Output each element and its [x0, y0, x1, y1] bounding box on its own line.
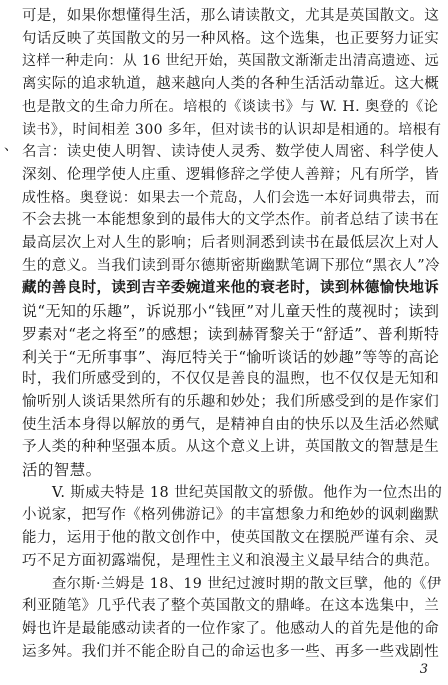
- paragraph-1-line-11: 最高层次上对人生的影响；后者则洞悉到读书在最低层次上对人: [22, 235, 440, 251]
- paragraph-1-line-12: 生的意义。当我们读到哥尔德斯密斯幽默笔调下那位“黑衣人”冷: [22, 257, 440, 274]
- page-number: 3: [419, 662, 428, 677]
- paragraph-1-line-16: 利关于“无所事事”、海厄特关于“愉听谈话的妙趣”等等的高论: [22, 347, 440, 366]
- paragraph-2-line-4: 巧不足方面初露端倪，是理性主义和浪漫主义最早结合的典范。: [22, 552, 440, 569]
- paragraph-1-line-8: 深刻、伦理学使人庄重、逻辑修辞之学使人善辩；凡有所学，皆: [22, 166, 440, 183]
- paragraph-2-line-1: V. 斯威夫特是 18 世纪英国散文的骄傲。他作为一位杰出的: [52, 484, 443, 501]
- paragraph-2-line-3: 能力，运用于他的散文创作中，使英国散文在摆脱严谨有余、灵: [22, 530, 440, 547]
- paragraph-1-line-9: 成性格。奥登说：如果去一个荒岛，人们会选一本好词典带去，而: [22, 189, 440, 206]
- paragraph-1-line-1: 可是，如果你想懂得生活，那么请读散文，尤其是英国散文。这: [22, 8, 440, 24]
- paragraph-3-line-3: 姆也许是最能感动读者的一位作家了。他感动人的首先是他的命: [22, 620, 440, 637]
- paragraph-1-line-20: 予人类的种种坚强本质。从这个意义上讲，英国散文的智慧是生: [22, 439, 440, 456]
- paragraph-1-line-10: 不会去挑一本能想象到的最伟大的文学杰作。前者总结了读书在: [22, 212, 440, 229]
- paragraph-1-line-18: 愉听别人谈话果然所有的乐趣和妙处；我们所感受到的是作家们: [22, 393, 440, 410]
- paragraph-1-line-6: 读书》，时间相差 300 多年，但对读书的认识却是相通的。培根有: [22, 121, 442, 138]
- paragraph-1-line-7: 名言：读史使人明智、读诗使人灵秀、数学使人周密、科学使人: [22, 144, 440, 161]
- paragraph-1-line-14: 说“无知的乐趣”，诉说那小“钱匣”对儿童天性的蔑视时；读到: [22, 302, 440, 321]
- paragraph-1-line-13: 藏的善良时，读到吉辛委婉道来他的衰老时，读到林德愉快地诉: [22, 279, 440, 297]
- paragraph-1-line-15: 罗素对“老之将至”的感想；读到赫胥黎关于“舒适”、普利斯特: [22, 324, 440, 343]
- paragraph-1-line-4: 离实际的追求轨道，越来越向人类的各种生活活动靠近。这大概: [22, 76, 440, 93]
- paragraph-3-line-2: 利亚随笔》几乎代表了整个英国散文的鼎峰。在这本选集中，兰: [22, 598, 440, 615]
- paragraph-1-line-17: 时，我们所感受到的，不仅仅是善良的温煦，也不仅仅是无知和: [22, 371, 440, 388]
- paragraph-1-line-5: 也是散文的生命力所在。培根的《谈读书》与 W. H. 奥登的《论: [22, 98, 439, 115]
- paragraph-1-line-3: 这样一种走向：从 16 世纪开始，英国散文渐渐走出清高遗迹、远: [22, 53, 440, 70]
- paragraph-1-line-19: 使生活本身得以解放的勇气，是精神自由的快乐以及生活必然赋: [22, 416, 440, 433]
- paragraph-3-line-1: 查尔斯·兰姆是 18、19 世纪过渡时期的散文巨擘，他的《伊: [52, 575, 442, 592]
- margin-mark: 、: [4, 138, 18, 154]
- paragraph-3-line-4: 运多舛。我们并不能企盼自己的命运也多一些、再多一些戏剧性: [22, 643, 440, 660]
- paragraph-2-line-2: 小说家，把写作《格列佛游记》的丰富想象力和绝妙的讽刺幽默: [22, 507, 440, 524]
- paragraph-1-line-21: 活的智慧。: [22, 461, 102, 479]
- paragraph-1-line-2: 句话反映了英国散文的另一种风格。这个选集，也正要努力证实: [22, 30, 440, 47]
